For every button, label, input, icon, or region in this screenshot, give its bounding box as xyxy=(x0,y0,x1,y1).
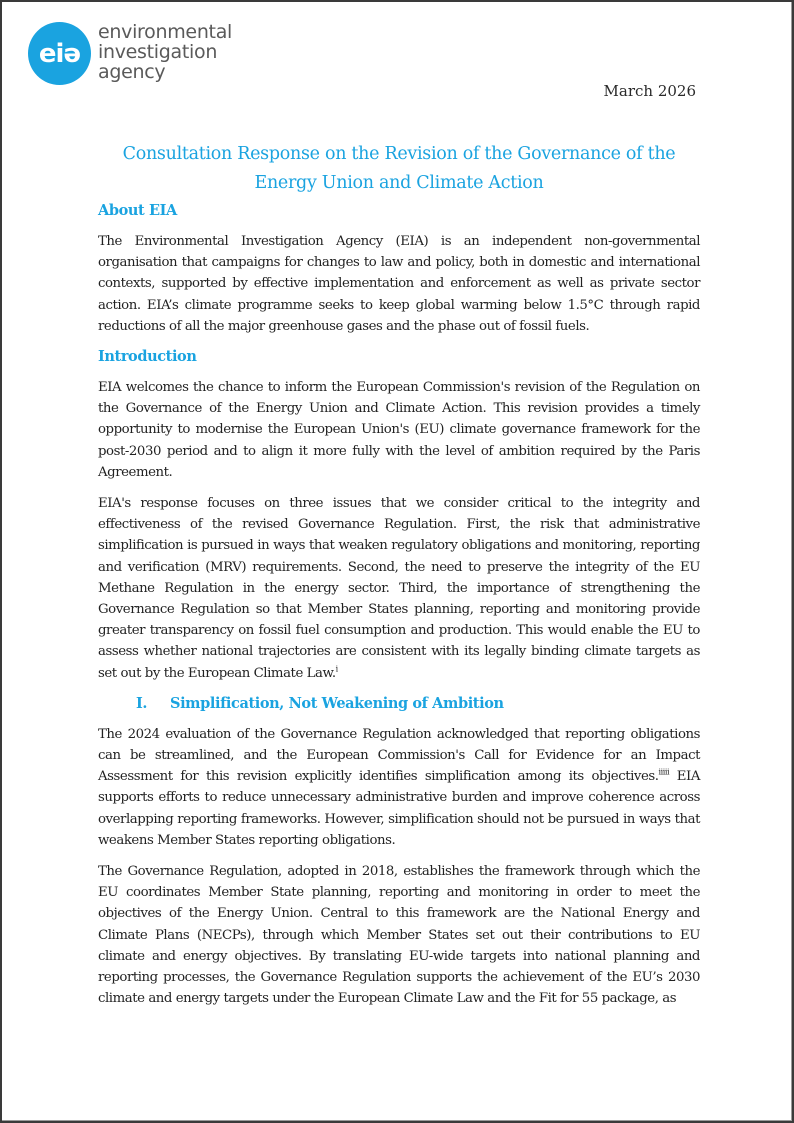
section-heading-introduction: Introduction xyxy=(98,348,197,366)
eia-logo xyxy=(28,22,232,85)
section-number: I. xyxy=(136,694,148,712)
paragraph: EIA welcomes the chance to inform the European Commission's revision of the Regulation on the Governance of the Energy Union and Climate Action. This revision provides a timely opportunity to modernise the European Union's (EU) climate governance framework for the post-2030 period and to align it more fully with the level of ambition required by the Paris Agreement. xyxy=(98,380,700,480)
eia-logo-mark-icon: eiə xyxy=(28,22,91,85)
logo-line: agency xyxy=(98,61,166,83)
footnote-ref[interactable]: i xyxy=(335,664,338,674)
section-heading-about-eia: About EIA xyxy=(98,202,177,219)
section-heading-simplification xyxy=(98,694,700,714)
footnote-ref[interactable]: iiiii xyxy=(658,767,670,777)
eia-logo-wordmark xyxy=(98,22,232,82)
paragraph: The Environmental Investigation Agency (EIA) is an independent non-governmental organisation that campaigns for changes to law and policy, both in domestic and international contexts, supported by effective implementation and enforcement as well as private sector action. EIA’s climate programme seeks to keep global warming below 1.5°C through rapid reductions of all the major greenhouse gases and the phase out of fossil fuels. xyxy=(98,234,700,334)
paragraph-text: EIA's response focuses on three issues that we consider critical to the integrity and effectiveness of the revised Governance Regulation. First, the risk that administrative simplification is pursued in ways that weaken regulatory obligations and monitoring, reporting and verification (MRV) requirements. Second, the need to preserve the integrity of the EU Methane Regulation in the energy sector. Third, the importance of strengthening the Governance Regulation so that Member States planning, reporting and monitoring provide greater transparency on fossil fuel consumption and production. This would enable the EU to assess whether national trajectories are consistent with its legally binding climate targets as set out by the European Climate Law. xyxy=(98,496,700,681)
logo-line: investigation xyxy=(98,41,218,63)
paragraph-text: The 2024 evaluation of the Governance Regulation acknowledged that reporting obligations can be streamlined, and the European Commission's Call for Evidence for an Impact Assessment for this revision explicitly identifies simplification among its objectives. xyxy=(98,726,700,785)
paragraph: The Governance Regulation, adopted in 2018, establishes the framework through which the EU coordinates Member State planning, reporting and monitoring in order to meet the objectives of the Energy Union. Central to this framework are the National Energy and Climate Plans (NECPs), through which Member States set out their contributions to EU climate and energy objectives. By translating EU-wide targets into national planning and reporting processes, the Governance Regulation supports the achievement of the EU’s 2030 climate and energy targets under the European Climate Law and the Fit for 55 package, as xyxy=(98,864,700,1007)
paragraph xyxy=(98,724,700,851)
document-title: Consultation Response on the Revision of the Governance of the Energy Union and Climate Action xyxy=(122,144,676,193)
document-date: March 2026 xyxy=(603,82,696,100)
section-heading-text: Simplification, Not Weakening of Ambition xyxy=(170,694,504,712)
paragraph xyxy=(98,493,700,684)
document-body xyxy=(98,140,700,1020)
paragraph-text: EIA supports efforts to reduce unnecessary administrative burden and improve coherence across overlapping reporting frameworks. However, simplification should not be pursued in ways that weakens Member States reporting obligations. xyxy=(98,769,700,848)
logo-line: environmental xyxy=(98,21,233,43)
